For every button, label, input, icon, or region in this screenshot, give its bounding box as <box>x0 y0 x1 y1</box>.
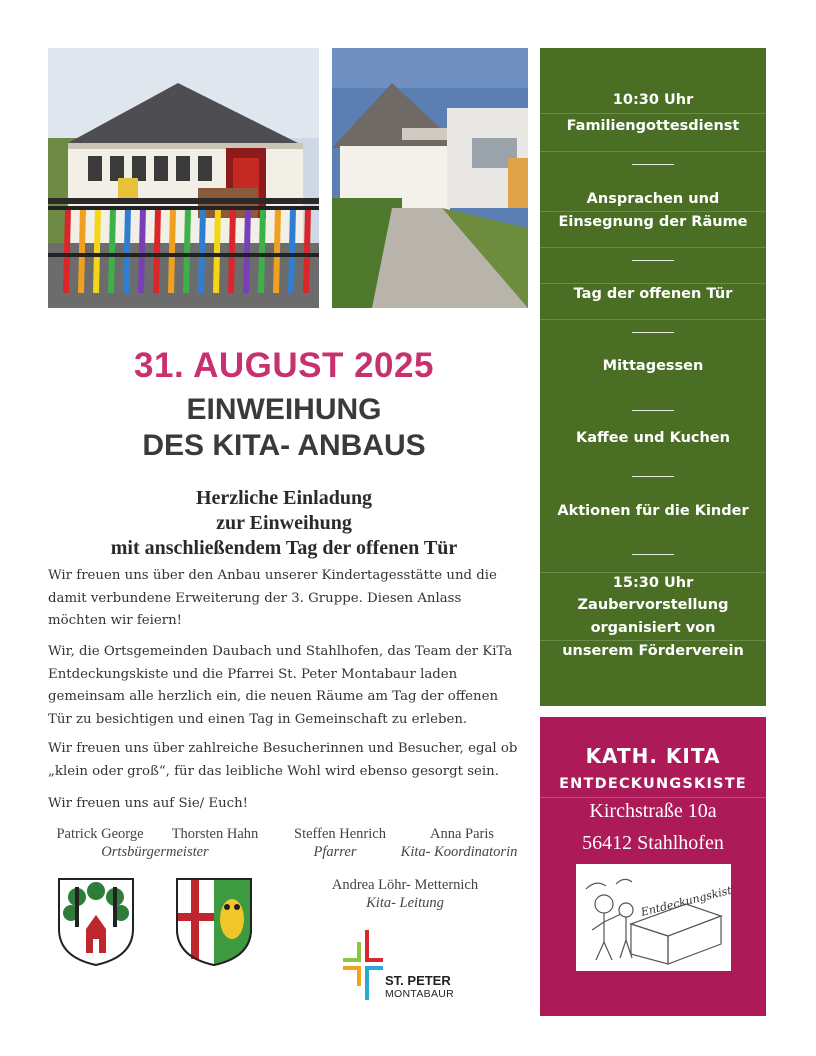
schedule-time-1: 10:30 Uhr <box>612 92 694 108</box>
kita-name-line1: KATH. KITA <box>585 744 721 768</box>
st-peter-logo-line2: MONTABAUR <box>385 988 455 1000</box>
page-title-line2: DES KITA- ANBAUS <box>142 429 426 462</box>
signature-name-4: Anna Paris <box>429 826 495 842</box>
schedule-separator <box>632 164 674 165</box>
invitation-line1: Herzliche Einladung <box>195 487 373 509</box>
st-peter-logo <box>343 928 453 1006</box>
stahlhofen-coat-of-arms-icon <box>175 877 253 967</box>
schedule-item-2-line2: Einsegnung der Räume <box>558 214 748 230</box>
schedule-separator <box>632 260 674 261</box>
schedule-separator <box>632 476 674 477</box>
schedule-separator <box>632 554 674 555</box>
schedule-rule <box>540 319 766 320</box>
kita-building-photo <box>48 48 319 308</box>
signature-name-1: Patrick George <box>56 826 144 842</box>
st-peter-logo-line1: ST. PETER <box>385 973 451 988</box>
schedule-item-2-line1: Ansprachen und <box>586 191 720 207</box>
schedule-item-7-line1: Zaubervorstellung <box>577 597 729 613</box>
signature-name-5: Andrea Löhr- Metternich <box>331 877 479 893</box>
schedule-item-3: Tag der offenen Tür <box>573 286 733 302</box>
schedule-rule <box>540 151 766 152</box>
signature-role-4: Kita- Koordinatorin <box>400 844 518 860</box>
schedule-rule <box>540 113 766 114</box>
kita-street: Kirchstraße 10a <box>589 800 717 822</box>
body-paragraph-1: Wir freuen uns über den Anbau unserer Kindertagesstätte und die damit verbundene Erweiterung der 3. Gruppe. Diesen Anlass möchten wir feiern! <box>48 568 497 628</box>
schedule-item-5: Kaffee und Kuchen <box>576 430 730 446</box>
body-paragraph-4: Wir freuen uns auf Sie/ Euch! <box>48 796 249 811</box>
kita-address-panel <box>540 717 766 1016</box>
event-date: 31. AUGUST 2025 <box>134 346 434 385</box>
signature-name-3: Steffen Henrich <box>294 826 386 842</box>
schedule-item-7-line2: organisiert von <box>590 620 716 636</box>
schedule-separator <box>632 332 674 333</box>
kita-name-line2: ENTDECKUNGSKISTE <box>559 776 747 792</box>
schedule-rule <box>540 211 766 212</box>
daubach-coat-of-arms-icon <box>57 877 135 967</box>
entdeckungskiste-logo-text: Entdeckungskiste <box>639 882 731 919</box>
signature-role-mayors: Ortsbürgermeister <box>101 844 209 860</box>
entdeckungskiste-logo <box>576 864 731 971</box>
schedule-rule <box>540 247 766 248</box>
page-title-line1: EINWEIHUNG <box>186 393 382 426</box>
schedule-item-7-line3: unserem Förderverein <box>562 643 744 659</box>
schedule-item-1: Familiengottesdienst <box>566 118 740 134</box>
st-peter-cross-icon <box>343 928 383 1004</box>
kita-divider <box>540 797 766 798</box>
invitation-line3: mit anschließendem Tag der offenen Tür <box>110 537 458 559</box>
body-paragraph-3: Wir freuen uns über zahlreiche Besucherinnen und Besucher, egal ob „klein oder groß“, für das leibliche Wohl wird ebenso gesorgt sein. <box>48 741 518 779</box>
schedule-time-2: 15:30 Uhr <box>612 575 694 591</box>
schedule-rule <box>540 283 766 284</box>
kita-city: 56412 Stahlhofen <box>582 832 724 854</box>
schedule-item-4: Mittagessen <box>602 358 704 374</box>
annex-building-photo <box>332 48 528 308</box>
schedule-rule <box>540 640 766 641</box>
schedule-item-6: Aktionen für die Kinder <box>557 503 749 519</box>
schedule-separator <box>632 410 674 411</box>
signature-role-3: Pfarrer <box>313 844 357 860</box>
entdeckungskiste-drawing-icon <box>576 864 731 971</box>
signature-role-5: Kita- Leitung <box>366 895 444 911</box>
invitation-line2: zur Einweihung <box>216 512 352 534</box>
schedule-panel <box>540 48 766 706</box>
body-paragraph-2: Wir, die Ortsgemeinden Daubach und Stahlhofen, das Team der KiTa Entdeckungskiste und die Pfarrei St. Peter Montabaur laden gemeinsam alle herzlich ein, die neuen Räume am Tag der offenen Tür zu besichtigen und einen Tag in Gemeinschaft zu erleben. <box>48 644 513 727</box>
signature-name-2: Thorsten Hahn <box>171 826 259 842</box>
schedule-rule <box>540 572 766 573</box>
